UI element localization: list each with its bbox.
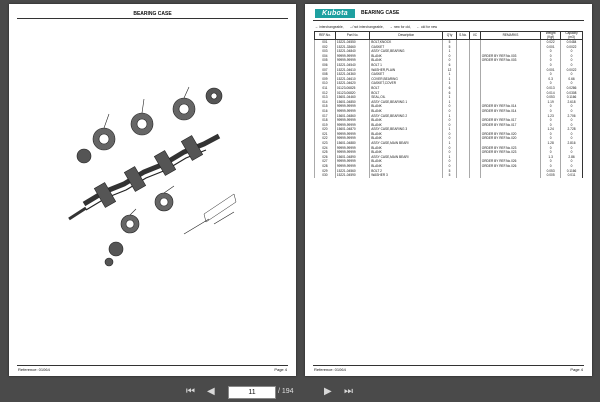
table-cell: 2.86 [561, 155, 583, 160]
table-cell: 0 [541, 109, 561, 114]
table-cell: 0 [443, 150, 457, 155]
interchangeability-legend [315, 25, 442, 29]
table-cell: 0 [561, 118, 583, 123]
table-cell: 99999-99999 [335, 123, 369, 128]
left-page-number: Page 4 [274, 367, 287, 372]
page-number-input[interactable]: 11 [228, 386, 276, 399]
table-cell: ORDER BY REF.No.003 [480, 54, 540, 59]
table-cell: 1 [443, 49, 457, 54]
table-cell: BLANK [370, 58, 443, 63]
table-cell: 1 [443, 72, 457, 77]
table-cell: 030 [315, 173, 336, 178]
table-cell: BOLT [370, 91, 443, 96]
table-cell: 0 [541, 150, 561, 155]
table-cell: 15221-04560 [335, 169, 369, 174]
table-cell: 003 [315, 49, 336, 54]
table-cell: 15221-33660 [335, 45, 369, 50]
table-cell: 016 [315, 109, 336, 114]
table-cell: ORDER BY REF.No.017 [480, 123, 540, 128]
table-cell: BOLT 2 [370, 169, 443, 174]
table-cell: 0.0286 [561, 86, 583, 91]
table-cell: 0.0022 [561, 45, 583, 50]
table-cell: 6 [443, 91, 457, 96]
table-cell: 0.0308 [561, 91, 583, 96]
table-cell: GASKET [370, 45, 443, 50]
table-cell: 0 [443, 146, 457, 151]
table-cell: 0 [541, 132, 561, 137]
table-cell: 017 [315, 114, 336, 119]
column-header: Capacity (m3) [561, 32, 583, 40]
table-cell: ASSY CASE,BEARING [370, 49, 443, 54]
table-cell: 15601-04860 [335, 114, 369, 119]
table-cell: 99999-99999 [335, 146, 369, 151]
table-cell: ORDER BY REF.No.020 [480, 132, 540, 137]
table-cell: 0.001 [541, 68, 561, 73]
table-cell: BLANK [370, 146, 443, 151]
table-cell: 15221-04360 [335, 72, 369, 77]
table-cell: 0.022 [541, 40, 561, 45]
table-cell: 0.1166 [561, 95, 583, 100]
table-cell: WASHER,PLAIN [370, 68, 443, 73]
table-cell: 0 [541, 49, 561, 54]
table-cell: GASKET [370, 72, 443, 77]
table-cell: 009 [315, 77, 336, 82]
kubota-logo: Kubota [315, 9, 355, 18]
table-cell: 15221-04550 [335, 40, 369, 45]
column-header: S.No. [456, 32, 470, 40]
table-cell: 15221-04540 [335, 63, 369, 68]
table-cell: 026 [315, 155, 336, 160]
table-cell: ORDER BY REF.No.017 [480, 118, 540, 123]
table-cell: 0 [561, 49, 583, 54]
table-cell: 0 [561, 81, 583, 86]
table-cell: 0 [541, 159, 561, 164]
right-page-number: Page 4 [570, 367, 583, 372]
table-cell: GASKET,COVER [370, 81, 443, 86]
right-page-reference: Reference: 01064 [314, 367, 346, 372]
table-cell: 005 [315, 58, 336, 63]
table-cell: 020 [315, 127, 336, 132]
right-page [305, 4, 592, 376]
table-cell: 004 [315, 54, 336, 59]
table-cell: 1 [443, 127, 457, 132]
table-cell: 99999-99999 [335, 159, 369, 164]
table-cell: 01123-06820 [335, 91, 369, 96]
table-cell: 008 [315, 72, 336, 77]
table-cell: 6 [443, 86, 457, 91]
table-header [315, 32, 583, 40]
table-cell: 0 [561, 136, 583, 141]
table-cell: 0 [541, 81, 561, 86]
table-cell: 15601-04870 [335, 127, 369, 132]
table-cell: 0.053 [541, 169, 561, 174]
table-cell: BLANK [370, 118, 443, 123]
table-cell: 0.011 [561, 173, 583, 178]
table-cell: 0.053 [541, 95, 561, 100]
table-cell: 1.23 [541, 114, 561, 119]
table-cell: 0 [443, 136, 457, 141]
table-cell: 99999-99999 [335, 136, 369, 141]
table-cell: 0 [561, 164, 583, 169]
table-cell: BOLT 1 [370, 63, 443, 68]
table-cell: BLANK [370, 104, 443, 109]
table-cell: 1 [443, 77, 457, 82]
table-cell: 0 [561, 63, 583, 68]
table-cell: 0 [443, 109, 457, 114]
table-cell: 1.24 [541, 127, 561, 132]
table-cell: 0 [541, 63, 561, 68]
previous-page-icon[interactable]: ◀ [207, 386, 215, 397]
table-cell: 0 [561, 104, 583, 109]
table-cell: ORDER BY REF.No.003 [480, 58, 540, 63]
table-cell: 0 [561, 123, 583, 128]
table-cell: 0.0022 [561, 68, 583, 73]
table-cell: BLANK [370, 109, 443, 114]
table-cell: 15221-04610 [335, 68, 369, 73]
bearing-case-exploded-diagram [64, 84, 239, 269]
table-cell: 018 [315, 118, 336, 123]
pdf-navigation-toolbar [0, 383, 600, 402]
table-cell: 0.001 [541, 45, 561, 50]
table-cell: 0 [443, 164, 457, 169]
table-cell: 5 [443, 40, 457, 45]
left-page-title: BEARING CASE [133, 11, 172, 17]
table-cell: 0 [541, 123, 561, 128]
table-cell: ORDER BY REF.No.020 [480, 136, 540, 141]
table-cell: ASSY CASE,BEARING 2 [370, 114, 443, 119]
column-header: Q'ty [443, 32, 457, 40]
table-cell: 99999-99999 [335, 54, 369, 59]
table-cell: 1 [443, 81, 457, 86]
column-header: Description [370, 32, 443, 40]
table-cell: ASSY CASE,BEARING 1 [370, 100, 443, 105]
table-cell: 99999-99999 [335, 109, 369, 114]
first-page-icon[interactable]: ⏮ [186, 386, 195, 397]
table-cell: 99999-99999 [335, 58, 369, 63]
table-cell: 0 [561, 150, 583, 155]
table-cell: COVER,BEARING [370, 77, 443, 82]
table-cell: 15221-04590 [335, 173, 369, 178]
table-cell: 15601-04850 [335, 100, 369, 105]
next-page-icon[interactable]: ▶ [324, 386, 332, 397]
table-cell: ORDER BY REF.No.014 [480, 104, 540, 109]
table-cell: 5 [443, 173, 457, 178]
table-cell: 010 [315, 81, 336, 86]
table-cell: 001 [315, 40, 336, 45]
table-cell: 012 [315, 91, 336, 96]
table-cell: 006 [315, 63, 336, 68]
table-cell [480, 173, 540, 178]
column-header: REMARKS [480, 32, 540, 40]
table-cell: BLANK [370, 54, 443, 59]
column-header: REF.No. [315, 32, 336, 40]
table-cell: ORDER BY REF.No.014 [480, 109, 540, 114]
table-cell: 022 [315, 136, 336, 141]
table-cell: SEAL,OIL [370, 95, 443, 100]
table-cell: 2.706 [561, 114, 583, 119]
table-cell: 1 [443, 100, 457, 105]
table-cell: 1.19 [541, 100, 561, 105]
legend-old-for-new: ← old for new [416, 25, 438, 29]
table-cell: 0 [561, 159, 583, 164]
table-cell: 15221-04610 [335, 77, 369, 82]
table-cell: 002 [315, 45, 336, 50]
legend-interchangeable: ⇔ interchangeable, [315, 25, 344, 29]
table-cell: 12 [443, 68, 457, 73]
table-cell: 011 [315, 86, 336, 91]
table-cell: 0.013 [541, 86, 561, 91]
table-cell: ORDER BY REF.No.023 [480, 150, 540, 155]
page-total: / 194 [278, 388, 294, 395]
table-body [315, 40, 583, 178]
table-cell: 1.3 [541, 155, 561, 160]
table-cell: 5 [443, 169, 457, 174]
table-cell: BLANK [370, 123, 443, 128]
table-cell: 019 [315, 123, 336, 128]
table-cell: BLANK [370, 150, 443, 155]
table-cell: ORDER BY REF.No.026 [480, 164, 540, 169]
footer-rule [17, 365, 288, 366]
table-cell: 1 [443, 155, 457, 160]
table-cell: 2.728 [561, 127, 583, 132]
table-cell: 0 [541, 54, 561, 59]
table-cell: 015 [315, 104, 336, 109]
table-cell [456, 173, 470, 178]
table-cell: 0 [541, 58, 561, 63]
table-cell: 0 [561, 132, 583, 137]
table-cell: 0.1166 [561, 169, 583, 174]
table-cell: BOLT [370, 86, 443, 91]
table-cell: 0.005 [541, 173, 561, 178]
table-cell: 15221-04620 [335, 81, 369, 86]
table-cell: 021 [315, 132, 336, 137]
table-cell: 0.014 [541, 91, 561, 96]
table-cell: 0 [541, 72, 561, 77]
table-row [315, 173, 583, 178]
table-cell: ASSY CASE,BEARING 3 [370, 127, 443, 132]
table-cell: 0 [443, 54, 457, 59]
table-cell: 0 [561, 58, 583, 63]
table-cell: 0.0484 [561, 40, 583, 45]
table-cell: 15601-04890 [335, 155, 369, 160]
table-cell: 15601-04460 [335, 95, 369, 100]
table-cell: 15601-04880 [335, 141, 369, 146]
table-cell: BLANK [370, 159, 443, 164]
column-header: I/C [470, 32, 480, 40]
right-page-title: BEARING CASE [361, 10, 400, 16]
table-cell: 01123-06825 [335, 86, 369, 91]
table-cell: 0 [541, 118, 561, 123]
table-cell: 014 [315, 100, 336, 105]
table-cell: 1.28 [541, 141, 561, 146]
title-rule [17, 18, 288, 19]
table-cell: 1 [443, 141, 457, 146]
table-cell: 0 [443, 104, 457, 109]
title-rule [313, 20, 584, 21]
table-cell: 028 [315, 164, 336, 169]
table-cell: 0 [443, 58, 457, 63]
table-cell: 15221-04840 [335, 49, 369, 54]
legend-not-interchangeable: ⇎ not interchangeable, [349, 25, 384, 29]
table-cell: 029 [315, 169, 336, 174]
table-cell: BLANK [370, 136, 443, 141]
table-cell: 0 [443, 132, 457, 137]
column-header: Weight (Kgf) [541, 32, 561, 40]
table-cell: BLANK [370, 164, 443, 169]
table-cell: 0 [541, 146, 561, 151]
table-cell: 0 [561, 146, 583, 151]
table-cell: 0 [541, 164, 561, 169]
table-cell: 023 [315, 141, 336, 146]
table-cell: 99999-99999 [335, 118, 369, 123]
table-cell: 5 [443, 45, 457, 50]
table-cell: 0 [561, 109, 583, 114]
table-cell: ORDER BY REF.No.023 [480, 146, 540, 151]
table-cell: 0 [541, 104, 561, 109]
table-cell: 2.816 [561, 141, 583, 146]
table-cell: WASHER 3 [370, 173, 443, 178]
table-cell: 99999-99999 [335, 150, 369, 155]
table-cell: BOLT,KNOCK [370, 40, 443, 45]
parts-table [314, 31, 583, 178]
table-cell: ASSY CASE,MAIN BEARI [370, 141, 443, 146]
table-cell: 2.618 [561, 100, 583, 105]
table-cell: ORDER BY REF.No.026 [480, 159, 540, 164]
table-cell: 99999-99999 [335, 132, 369, 137]
table-cell: 0 [561, 72, 583, 77]
left-page [9, 4, 296, 376]
table-cell: 0 [541, 136, 561, 141]
table-cell: BLANK [370, 132, 443, 137]
footer-rule [313, 365, 584, 366]
table-cell: 024 [315, 146, 336, 151]
table-cell [470, 173, 480, 178]
table-cell: 0.66 [561, 77, 583, 82]
table-cell: 0 [561, 54, 583, 59]
table-cell: 007 [315, 68, 336, 73]
table-cell: 6 [443, 63, 457, 68]
table-cell: 025 [315, 150, 336, 155]
table-cell: 013 [315, 95, 336, 100]
legend-new-for-old: → new for old, [389, 25, 411, 29]
table-cell: ASSY CASE,MAIN BEARI [370, 155, 443, 160]
table-cell: 0 [443, 159, 457, 164]
table-cell: 027 [315, 159, 336, 164]
table-cell: 1 [443, 114, 457, 119]
column-header: Part No. [335, 32, 369, 40]
left-page-reference: Reference: 01064 [18, 367, 50, 372]
table-cell: 1 [443, 95, 457, 100]
table-cell: 99999-99999 [335, 104, 369, 109]
last-page-icon[interactable]: ⏭ [344, 386, 353, 397]
table-cell: 0.3 [541, 77, 561, 82]
table-cell: 0 [443, 118, 457, 123]
table-cell: 99999-99999 [335, 164, 369, 169]
table-cell: 0 [443, 123, 457, 128]
